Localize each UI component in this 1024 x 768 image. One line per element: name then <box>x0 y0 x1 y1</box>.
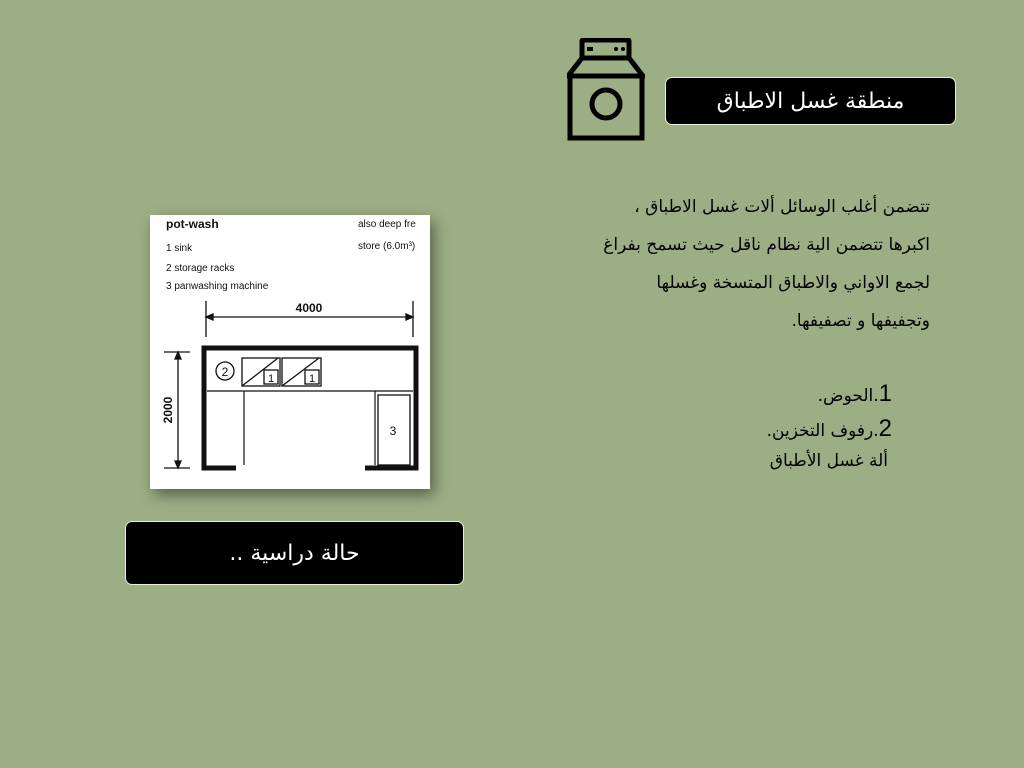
case-study-box <box>125 521 464 585</box>
components-list <box>600 376 892 476</box>
pot-wash-floor-plan <box>150 215 430 489</box>
slide-title: منطقة غسل الاطباق <box>716 88 905 114</box>
width-dimension-label: 4000 <box>295 301 323 315</box>
plan-legend-item: 3 panwashing machine <box>166 281 269 292</box>
sink-label: 1 <box>308 373 316 385</box>
list-item-text: .رفوف التخزين. <box>766 421 879 441</box>
paragraph-line: تتضمن أغلب الوسائل ألات غسل الاطباق ، <box>634 197 930 217</box>
paragraph-line: لجمع الاواني والاطباق المتسخة وغسلها <box>656 273 930 293</box>
plan-legend-item: 1 sink <box>166 243 193 254</box>
paragraph-line: اكبرها تتضمن الية نظام ناقل حيث تسمح بفراغ <box>603 235 930 255</box>
list-item-number: 1 <box>878 380 892 407</box>
list-item <box>600 376 892 411</box>
list-item <box>600 446 888 476</box>
sink-1 <box>242 358 280 386</box>
machine-label: 3 <box>389 424 397 438</box>
sink-2 <box>282 358 321 386</box>
room-walls <box>204 348 416 468</box>
list-item-text: .الحوض. <box>817 386 879 406</box>
storage-rack-label: 2 <box>221 365 229 379</box>
sink-label: 1 <box>267 373 275 385</box>
counter-outline <box>207 391 413 465</box>
plan-legend-item: 2 storage racks <box>166 263 235 274</box>
case-study-label: حالة دراسية .. <box>229 540 360 566</box>
list-item-number: 2 <box>878 415 892 442</box>
floor-plan-drawing <box>150 215 430 489</box>
list-item <box>600 411 892 446</box>
washing-machine-icon <box>567 38 645 142</box>
list-item-text: ألة غسل الأطباق <box>769 451 888 471</box>
paragraph-line: وتجفيفها و تصفيفها. <box>791 311 930 331</box>
plan-note: store (6.0m³) <box>358 241 416 252</box>
description-paragraph <box>470 188 930 340</box>
slide-title-box <box>665 77 956 125</box>
height-dimension-label: 2000 <box>161 396 175 424</box>
plan-heading: pot-wash <box>166 217 219 231</box>
plan-note: also deep fre <box>358 219 416 230</box>
